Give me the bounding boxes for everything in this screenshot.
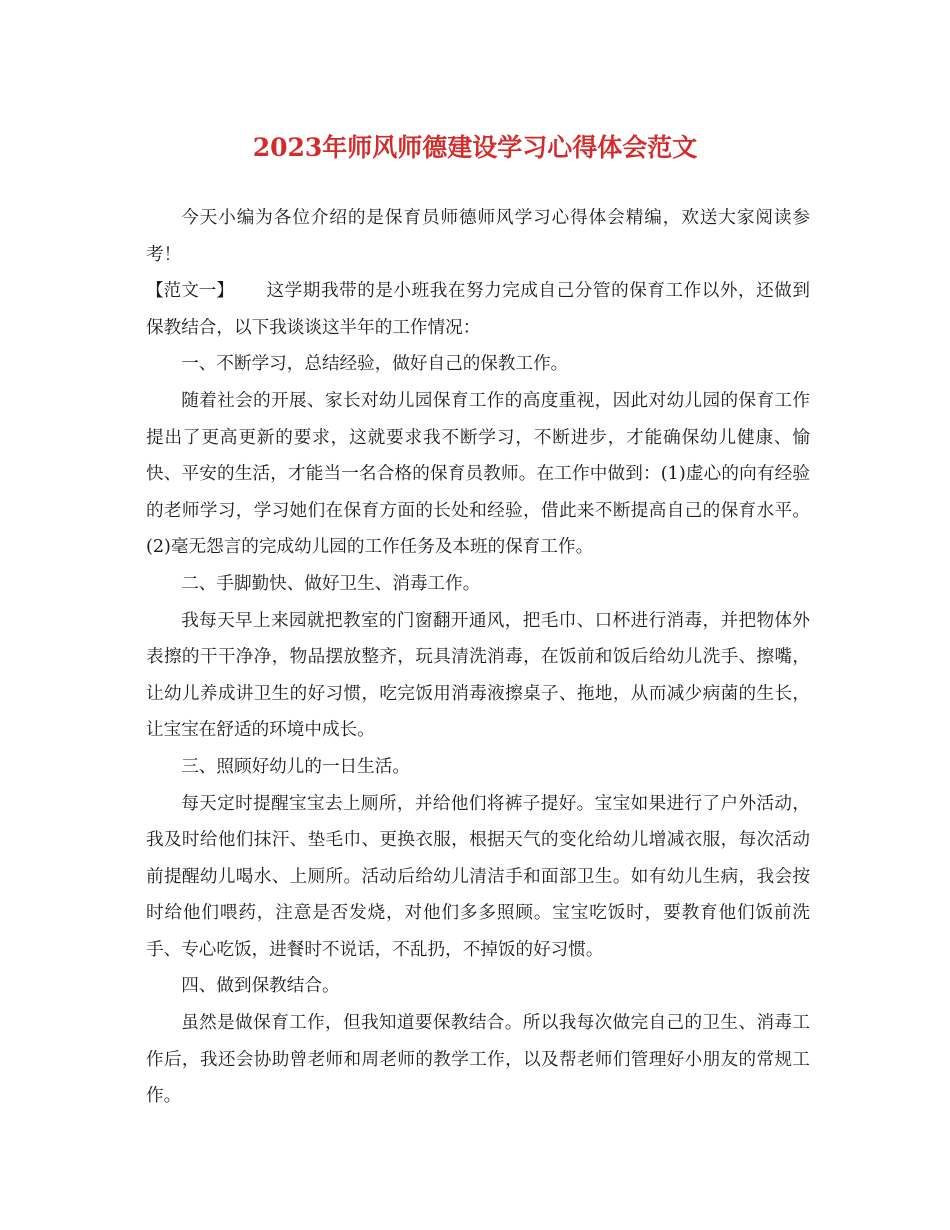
section-text: 虽然是做保育工作，但我知道要保教结合。所以我每次做完自己的卫生、消毒工作后，我还会协助曾老师和周老师的教学工作，以及帮老师们管理好小朋友的常规工作。 xyxy=(146,1013,810,1107)
sample-tag: 【范文一】 xyxy=(146,281,234,302)
section-text: 随着社会的开展、家长对幼儿园保育工作的高度重视，因此对幼儿园的保育工作提出了更高更新的要求，这就要求我不断学习，不断进步，才能确保幼儿健康、愉快、平安的生活，才能当一名合格的保育员教师。在工作中做到：(1)虚心的向有经验的老师学习，学习她们在保育方面的长处和经验，借此来不断提高自己的保育水平。(2)毫无怨言的完成幼儿园的工作任务及本班的保育工作。 xyxy=(146,390,810,558)
section-text: 每天定时提醒宝宝去上厕所，并给他们将裤子提好。宝宝如果进行了户外活动，我及时给他们抹汗、垫毛巾、更换衣服，根据天气的变化给幼儿增减衣服，每次活动前提醒幼儿喝水、上厕所。活动后给幼儿清洁手和面部卫生。如有幼儿生病，我会按时给他们喂药，注意是否发烧，对他们多多照顾。宝宝吃饭时，要教育他们饭前洗手、专心吃饭，进餐时不说话，不乱扔，不掉饭的好习惯。 xyxy=(146,793,810,960)
section-heading: 二、手脚勤快、做好卫生、消毒工作。 xyxy=(181,573,481,594)
document-title: 2023年师风师德建设学习心得体会范文 xyxy=(252,133,698,162)
section-text: 我每天早上来园就把教室的门窗翻开通风，把毛巾、口杯进行消毒，并把物体外表擦的干干净净，物品摆放整齐，玩具清洗消毒，在饭前和饭后给幼儿洗手、擦嘴，让幼儿养成讲卫生的好习惯，吃完饭用消毒液擦桌子、拖地，从而减少病菌的生长，让宝宝在舒适的环境中成长。 xyxy=(146,610,810,741)
intro-paragraph: 今天小编为各位介绍的是保育员师德师风学习心得体会精编，欢送大家阅读参考！ xyxy=(146,208,810,265)
section-heading: 一、不断学习，总结经验，做好自己的保教工作。 xyxy=(181,354,569,375)
section-heading: 三、照顾好幼儿的一日生活。 xyxy=(181,756,410,777)
sample-intro: 这学期我带的是小班我在努力完成自己分管的保育工作以外，还做到保教结合，以下我谈谈这半年的工作情况： xyxy=(146,281,810,338)
sample-paragraph xyxy=(146,273,810,346)
section-heading: 四、做到保教结合。 xyxy=(181,976,340,997)
document-body xyxy=(146,200,810,1115)
